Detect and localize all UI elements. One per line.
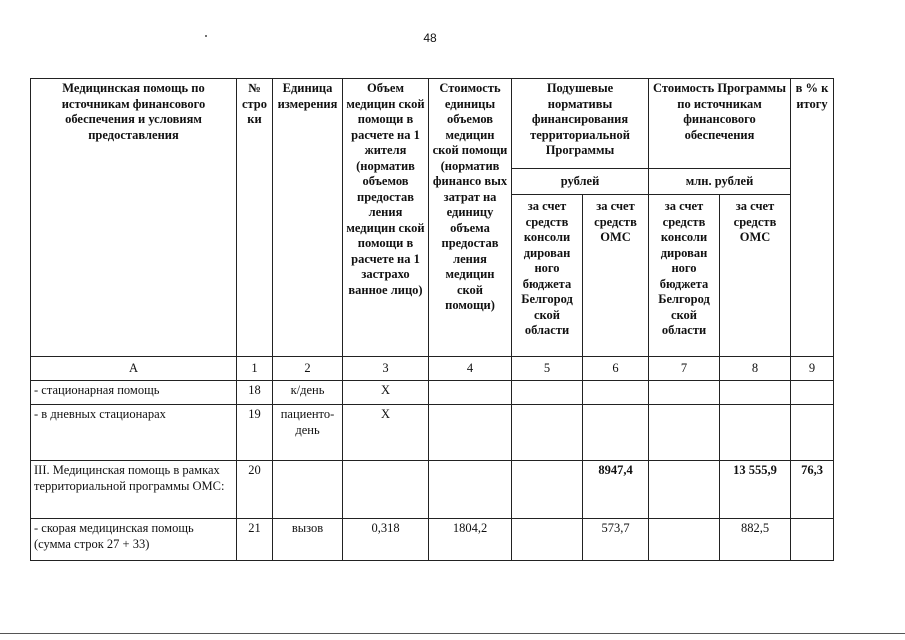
index-cell: 7: [649, 357, 720, 381]
row-col-5: [512, 405, 583, 461]
table-row: [31, 381, 834, 405]
index-cell: 4: [429, 357, 512, 381]
index-cell: 3: [343, 357, 429, 381]
table-row: [31, 461, 834, 519]
header-group-7-8: Стоимость Программы по источникам финансового обеспечения: [649, 79, 791, 169]
row-col-9: [791, 381, 834, 405]
row-line-number: 19: [237, 405, 273, 461]
row-volume: [343, 461, 429, 519]
row-col-5: [512, 519, 583, 561]
row-name: - в дневных стационарах: [31, 405, 237, 461]
row-col-9: [791, 405, 834, 461]
index-cell: 6: [583, 357, 649, 381]
row-name: III. Медицинская помощь в рамках территориальной программы ОМС:: [31, 461, 237, 519]
header-col-3: Объем медицин ской помощи в расчете на 1 жителя (норматив объемов предостав ления медицин ской помощи в расчете на 1 застрахо ванное лицо): [343, 79, 429, 357]
header-col-7: за счет средств консоли дирован ного бюджета Белгород ской области: [649, 195, 720, 357]
scan-speck: [205, 35, 207, 37]
index-cell: 8: [720, 357, 791, 381]
footer-rule: [0, 633, 905, 634]
row-line-number: 20: [237, 461, 273, 519]
header-col-4: Стоимость единицы объемов медицин ской помощи (норматив финансо вых затрат на единицу объема предостав ления медицин ской помощи): [429, 79, 512, 357]
row-col-7: [649, 381, 720, 405]
header-col-8: за счет средств ОМС: [720, 195, 791, 357]
page-number: 48: [423, 31, 437, 45]
index-cell: 5: [512, 357, 583, 381]
row-col-6: 573,7: [583, 519, 649, 561]
row-unit: [273, 461, 343, 519]
row-volume: 0,318: [343, 519, 429, 561]
row-line-number: 18: [237, 381, 273, 405]
row-col-6: [583, 405, 649, 461]
row-cost: [429, 461, 512, 519]
row-cost: 1804,2: [429, 519, 512, 561]
row-col-5: [512, 461, 583, 519]
row-col-7: [649, 519, 720, 561]
row-col-8: [720, 381, 791, 405]
row-volume: X: [343, 381, 429, 405]
row-cost: [429, 381, 512, 405]
row-col-6: 8947,4: [583, 461, 649, 519]
financing-table: [30, 78, 834, 561]
row-unit: пациенто-день: [273, 405, 343, 461]
header-col-2: Единица измерения: [273, 79, 343, 357]
header-col-5: за счет средств консоли дирован ного бюджета Белгород ской области: [512, 195, 583, 357]
index-cell: 9: [791, 357, 834, 381]
header-unit-rub: рублей: [512, 169, 649, 195]
row-name: - скорая медицинская помощь (сумма строк 27 + 33): [31, 519, 237, 561]
table-row: [31, 405, 834, 461]
row-name: - стационарная помощь: [31, 381, 237, 405]
index-cell: 1: [237, 357, 273, 381]
row-unit: вызов: [273, 519, 343, 561]
header-col-9: в % к итогу: [791, 79, 834, 357]
index-cell: 2: [273, 357, 343, 381]
row-col-6: [583, 381, 649, 405]
row-col-8: 13 555,9: [720, 461, 791, 519]
header-col-6: за счет средств ОМС: [583, 195, 649, 357]
row-volume: X: [343, 405, 429, 461]
row-unit: к/день: [273, 381, 343, 405]
row-line-number: 21: [237, 519, 273, 561]
row-col-9: [791, 519, 834, 561]
row-col-7: [649, 461, 720, 519]
row-col-7: [649, 405, 720, 461]
row-col-5: [512, 381, 583, 405]
header-col-1: № стро ки: [237, 79, 273, 357]
index-cell: А: [31, 357, 237, 381]
table-row: [31, 519, 834, 561]
header-col-a: Медицинская помощь по источникам финансового обеспечения и условиям предоставления: [31, 79, 237, 357]
row-col-8: 882,5: [720, 519, 791, 561]
row-cost: [429, 405, 512, 461]
header-group-5-6: Подушевые нормативы финансирования территориальной Программы: [512, 79, 649, 169]
row-col-9: 76,3: [791, 461, 834, 519]
row-col-8: [720, 405, 791, 461]
header-unit-mln-rub: млн. рублей: [649, 169, 791, 195]
